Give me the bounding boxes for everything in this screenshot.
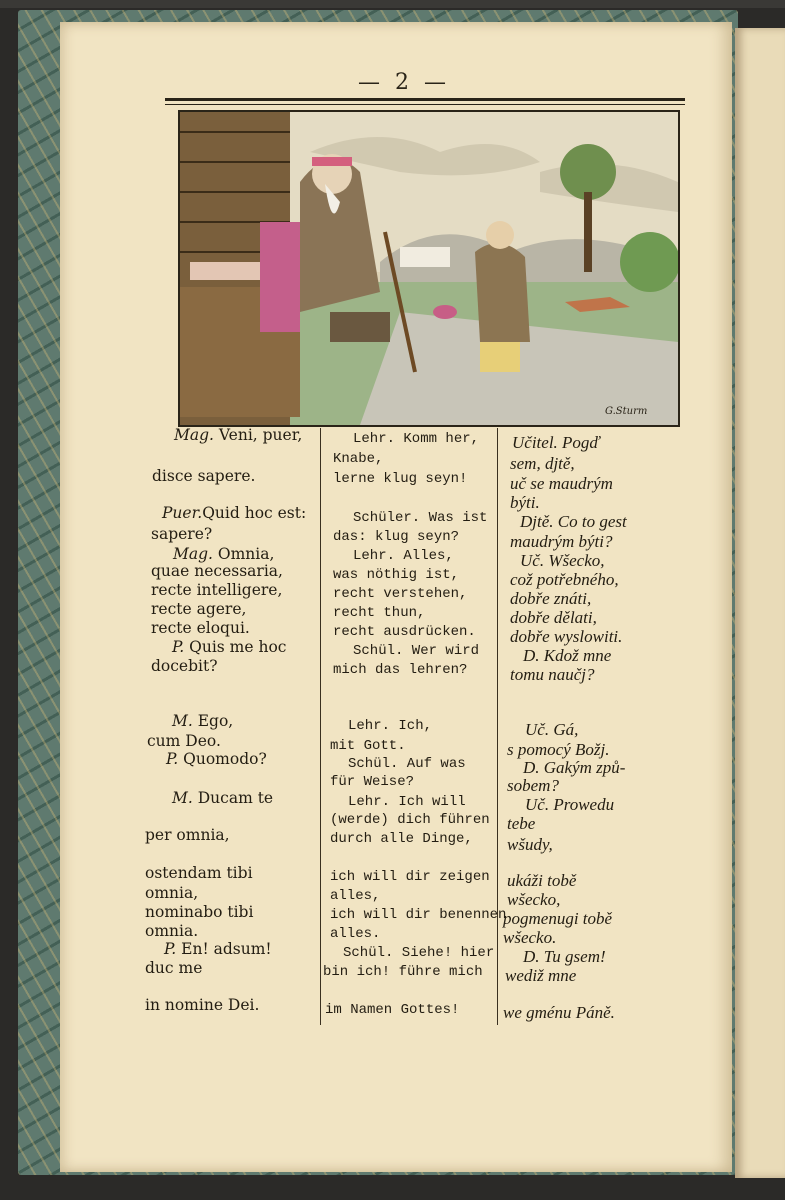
german-line-16: für Weise?: [330, 774, 415, 790]
german-line-12: mich das lehren?: [333, 662, 468, 678]
czech-line-8: což potřebného,: [510, 570, 619, 589]
latin-line-14: P. Quomodo?: [166, 750, 267, 768]
latin-line-2: disce sapere.: [152, 467, 256, 485]
czech-line-10: dobře dělati,: [510, 608, 597, 627]
german-line-18: (werde) dich führen: [330, 812, 490, 828]
latin-line-19: nominabo tibi: [145, 903, 254, 921]
czech-line-5: Djtě. Co to gest: [520, 512, 627, 531]
german-line-21: alles,: [330, 888, 381, 904]
latin-line-10: P. Quis me hoc: [172, 638, 287, 656]
latin-line-3: Puer.Quid hoc est:: [162, 504, 307, 522]
german-line-2: Knabe,: [333, 451, 384, 467]
czech-line-7: Uč. Wšecko,: [520, 551, 605, 570]
latin-line-23: in nomine Dei.: [145, 996, 260, 1014]
german-line-11: Schül. Wer wird: [353, 643, 480, 659]
german-line-8: recht verstehen,: [333, 586, 468, 602]
czech-line-27: we gménu Páně.: [503, 1003, 615, 1022]
illustration: [178, 110, 680, 427]
czech-line-16: D. Gakým způ-: [523, 758, 626, 777]
german-line-22: ich will dir benennen: [330, 907, 507, 923]
german-line-24: Schül. Siehe! hier: [343, 945, 495, 961]
czech-line-12: D. Kdož mne: [523, 646, 612, 665]
german-line-15: Schül. Auf was: [348, 756, 466, 772]
latin-line-13: cum Deo.: [147, 732, 221, 750]
czech-line-20: wšudy,: [507, 835, 553, 854]
latin-line-21: P. En! adsum!: [164, 940, 272, 958]
german-line-20: ich will dir zeigen: [330, 869, 490, 885]
german-line-10: recht ausdrücken.: [333, 624, 476, 640]
czech-line-1: Učitel. Pogď: [512, 433, 600, 452]
latin-line-11: docebit?: [151, 657, 218, 675]
czech-line-19: tebe: [507, 814, 536, 833]
latin-line-20: omnia.: [145, 922, 199, 940]
latin-line-6: quae necessaria,: [151, 562, 283, 580]
latin-line-15: M. Ducam te: [172, 789, 274, 807]
czech-line-6: maudrým býti?: [510, 532, 613, 551]
german-line-7: was nöthig ist,: [333, 567, 460, 583]
czech-line-23: pogmenugi tobě: [503, 909, 613, 928]
german-line-19: durch alle Dinge,: [330, 831, 473, 847]
page-edge: [735, 28, 785, 1178]
german-line-9: recht thun,: [333, 605, 426, 621]
latin-line-7: recte intelligere,: [151, 581, 283, 599]
latin-line-22: duc me: [145, 959, 203, 977]
czech-line-25: D. Tu gsem!: [523, 947, 606, 966]
header-rule-thin: [165, 104, 685, 105]
czech-line-26: wediž mne: [505, 966, 577, 985]
german-line-13: Lehr. Ich,: [348, 718, 433, 734]
czech-line-2: sem, djtě,: [510, 454, 575, 473]
german-line-26: im Namen Gottes!: [325, 1002, 460, 1018]
header-rule: [165, 98, 685, 101]
teacher-and-boy-illustration: [180, 112, 678, 425]
german-line-1: Lehr. Komm her,: [353, 431, 480, 447]
latin-line-4: sapere?: [151, 525, 213, 543]
czech-line-9: dobře znáti,: [510, 589, 592, 608]
latin-line-17: ostendam tibi: [145, 864, 253, 882]
czech-line-21: ukáži tobě: [507, 871, 577, 890]
german-line-14: mit Gott.: [330, 738, 406, 754]
czech-line-17: sobem?: [507, 776, 559, 795]
column-divider-left: [320, 428, 321, 1025]
column-divider-right: [497, 428, 498, 1025]
latin-line-16: per omnia,: [145, 826, 230, 844]
czech-line-11: dobře wyslowiti.: [510, 627, 623, 646]
latin-line-12: M. Ego,: [172, 712, 234, 730]
czech-line-24: wšecko.: [503, 928, 557, 947]
czech-line-18: Uč. Prowedu: [525, 795, 615, 814]
czech-line-22: wšecko,: [507, 890, 561, 909]
illustration-signature: G.Sturm: [605, 406, 648, 417]
german-line-5: das: klug seyn?: [333, 529, 460, 545]
german-line-6: Lehr. Alles,: [353, 548, 454, 564]
czech-line-15: s pomocý Božj.: [507, 740, 610, 759]
latin-line-9: recte eloqui.: [151, 619, 250, 637]
czech-line-14: Uč. Gá,: [525, 720, 579, 739]
german-line-3: lerne klug seyn!: [333, 471, 468, 487]
german-line-4: Schüler. Was ist: [353, 510, 488, 526]
german-line-17: Lehr. Ich will: [348, 794, 466, 810]
german-line-23: alles.: [330, 926, 381, 942]
german-line-25: bin ich! führe mich: [323, 964, 483, 980]
latin-line-18: omnia,: [145, 884, 199, 902]
czech-line-4: býti.: [510, 493, 540, 512]
latin-line-8: recte agere,: [151, 600, 247, 618]
latin-line-5: Mag. Omnia,: [173, 545, 275, 563]
czech-line-3: uč se maudrým: [510, 474, 613, 493]
czech-line-13: tomu naučj?: [510, 665, 595, 684]
latin-line-1: Mag. Veni, puer,: [174, 426, 303, 444]
top-bar: [0, 0, 785, 8]
page-number: — 2 —: [358, 70, 450, 95]
